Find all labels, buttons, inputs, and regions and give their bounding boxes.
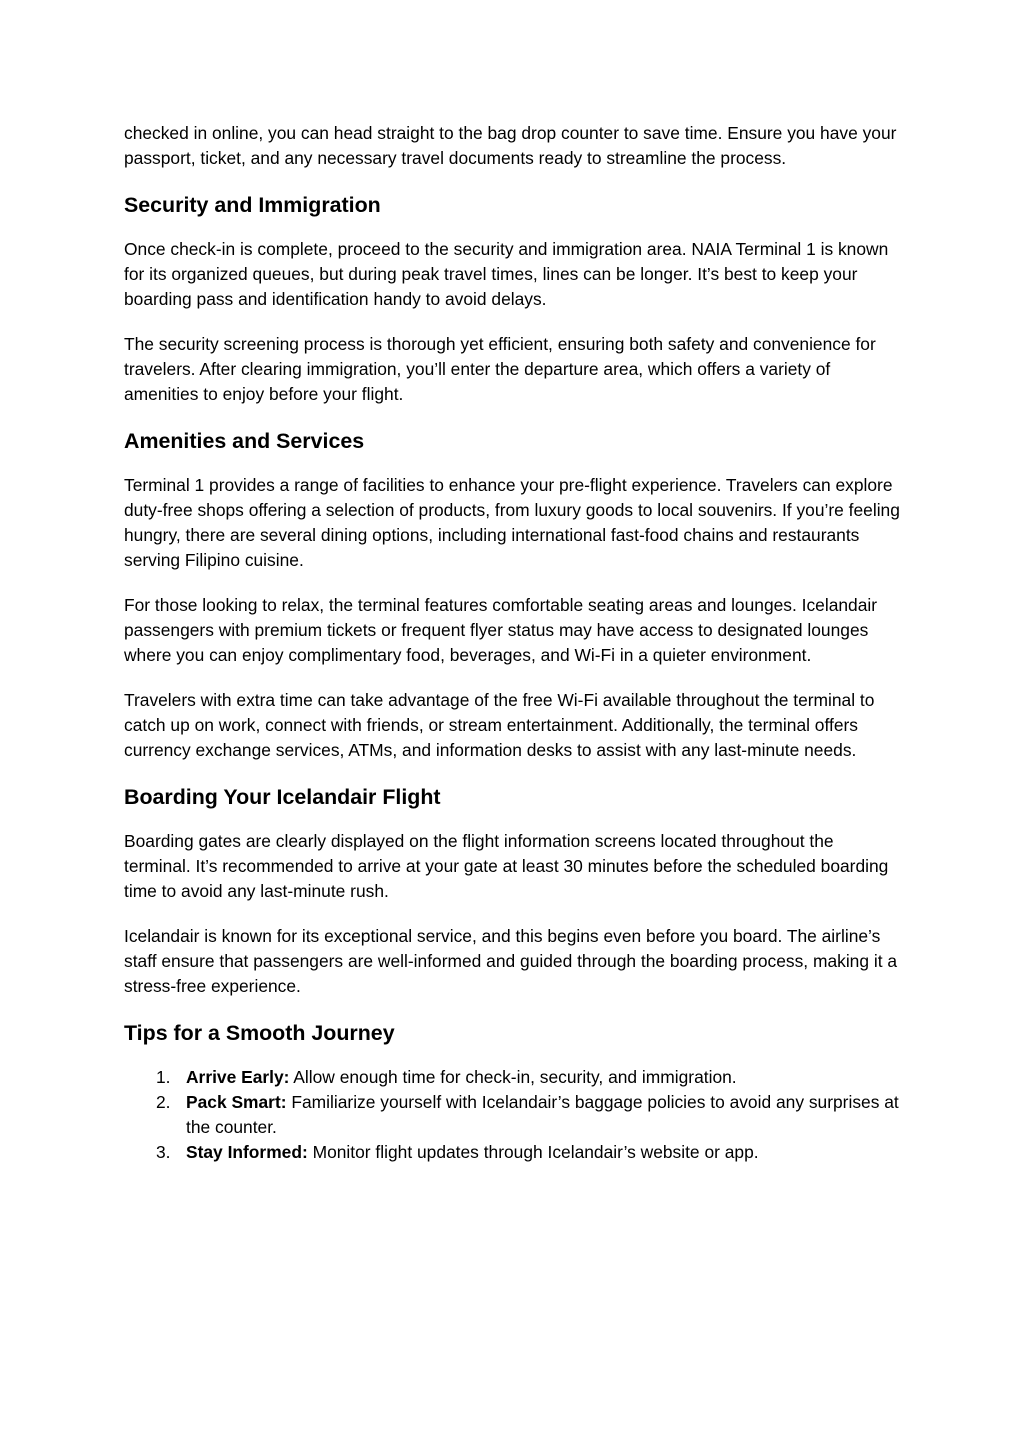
tip-item xyxy=(124,1090,904,1140)
boarding-paragraph-2: Icelandair is known for its exceptional service, and this begins even before you board. The airline’s staff ensure that passengers are well-informed and guided through the boarding process, making it a stress-free experience. xyxy=(124,926,898,996)
tip-number: 1. xyxy=(156,1067,171,1087)
amenities-paragraph-2: For those looking to relax, the terminal features comfortable seating areas and lounges. Icelandair passengers with premium tickets or frequent flyer status may have access to designated lounges where you can enjoy complimentary food, beverages, and Wi-Fi in a quieter environment. xyxy=(124,595,878,665)
tip-text: Allow enough time for check-in, security, and immigration. xyxy=(289,1067,737,1087)
tip-item xyxy=(124,1140,904,1165)
amenities-heading: Amenities and Services xyxy=(124,429,365,453)
amenities-paragraph-3: Travelers with extra time can take advantage of the free Wi-Fi available throughout the terminal to catch up on work, connect with friends, or stream entertainment. Additionally, the terminal offers currency exchange services, ATMs, and information desks to assist with any last-minute needs. xyxy=(124,690,875,760)
document-page xyxy=(124,121,904,1165)
tips-list xyxy=(124,1065,904,1165)
tip-label: Arrive Early: xyxy=(186,1067,290,1087)
intro-paragraph: checked in online, you can head straight to the bag drop counter to save time. Ensure you have your passport, ticket, and any necessary travel documents ready to streamline the process. xyxy=(124,123,897,168)
security-paragraph-2: The security screening process is thorough yet efficient, ensuring both safety and convenience for travelers. After clearing immigration, you’ll enter the departure area, which offers a variety of amenities to enjoy before your flight. xyxy=(124,334,876,404)
tip-label: Pack Smart: xyxy=(186,1092,287,1112)
tip-number: 3. xyxy=(156,1142,171,1162)
tip-label: Stay Informed: xyxy=(186,1142,308,1162)
tip-number: 2. xyxy=(156,1092,171,1112)
security-paragraph-1: Once check-in is complete, proceed to the security and immigration area. NAIA Terminal 1 is known for its organized queues, but during peak travel times, lines can be longer. It’s best to keep your boarding pass and identification handy to avoid delays. xyxy=(124,239,889,309)
tip-item xyxy=(124,1065,904,1090)
tip-text: Monitor flight updates through Icelandair’s website or app. xyxy=(307,1142,759,1162)
boarding-heading: Boarding Your Icelandair Flight xyxy=(124,785,441,809)
tip-text: Familiarize yourself with Icelandair’s baggage policies to avoid any surprises at the counter. xyxy=(186,1092,899,1137)
boarding-paragraph-1: Boarding gates are clearly displayed on the flight information screens located throughout the terminal. It’s recommended to arrive at your gate at least 30 minutes before the scheduled boarding time to avoid any last-minute rush. xyxy=(124,831,889,901)
amenities-paragraph-1: Terminal 1 provides a range of facilities to enhance your pre-flight experience. Travelers can explore duty-free shops offering a selection of products, from luxury goods to local souvenirs. If you’re feeling hungry, there are several dining options, including international fast-food chains and restaurants serving Filipino cuisine. xyxy=(124,475,900,570)
security-heading: Security and Immigration xyxy=(124,193,381,217)
tips-heading: Tips for a Smooth Journey xyxy=(124,1021,395,1045)
